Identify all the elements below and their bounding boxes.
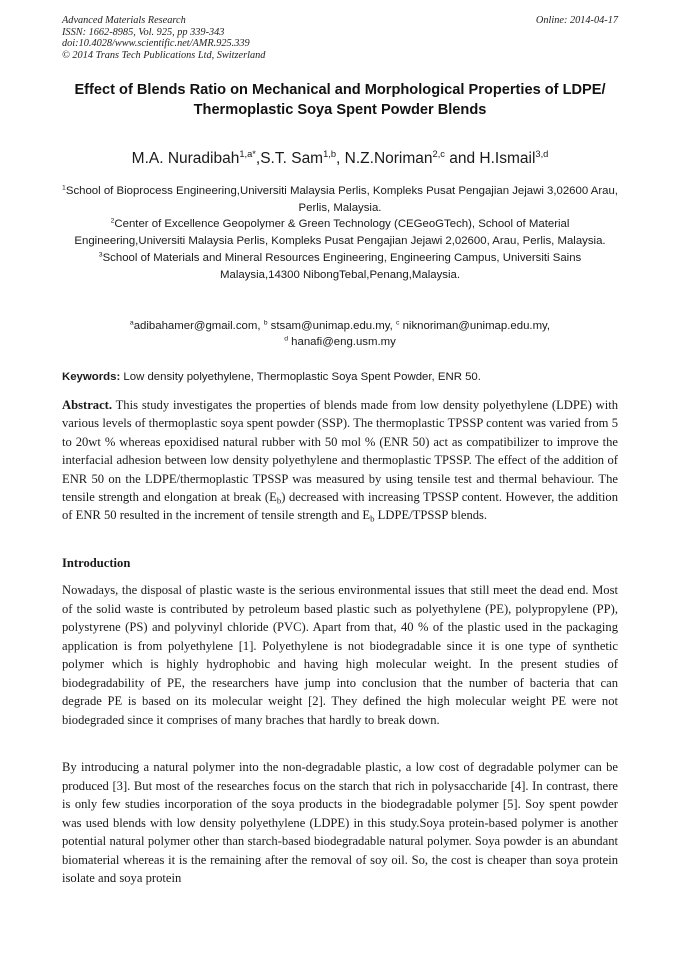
paragraph-text: By introducing a natural polymer into the non-degradable plastic, a low cost of degradable polymer can be produced [3]. But most of the researches focus on the starch that rich in polysaccharide [4]. In contrast, there is only few studies incorporation of the soya products in the biodegradable polymer [5]. Soy spent powder was used blends with low density polyethylene (LDPE) in this study.Soya protein-based polymer is another potential natural polymer other than starch-based biodegradable natural polymer. Soya powder is an abundant biomaterial whereas it is the remaining after the removal of soy oil. So, the cost is cheaper than soya protein isolate and soya protein [62, 760, 618, 885]
abstract-text: LDPE/TPSSP blends. [374, 508, 488, 523]
abstract-text: This study investigates the properties of blends made from low density polyethylene (LDPE) with various levels of thermoplastic soya spent powder (SSP). The thermoplastic TPSSP content was varied from 5 to 20wt % whereas epoxidised natural rubber with 50 mol % (ENR 50) act as compatibilizer to improve the interfacial adhesion between low density polyethylene and thermoplastic TPSSP. The effect of the addition of ENR 50 on the LDPE/thermoplastic TPSSP was measured by using tensile test and thermal behaviour. The tensile strength and elongation at break (E [62, 398, 618, 505]
email-separator: , [546, 320, 551, 332]
author-separator: and [444, 150, 480, 167]
affiliation-number: 3 [98, 251, 103, 259]
author-affiliation-mark: 1,a* [239, 148, 256, 159]
abstract-label: Abstract. [62, 398, 113, 412]
affiliation-item [62, 183, 618, 216]
email-mark: b [263, 319, 268, 327]
author-affiliation-mark: 1,b [323, 148, 337, 159]
author-separator: , [336, 150, 345, 167]
journal-header [62, 15, 618, 61]
subscript: b [276, 495, 282, 506]
email-address: adibahamer@gmail.com [133, 320, 258, 332]
email-address: stsam@unimap.edu.my [270, 320, 390, 332]
journal-info [62, 15, 618, 61]
copyright-line: © 2014 Trans Tech Publications Ltd, Switzerland [62, 49, 266, 61]
doi-line: doi:10.4028/www.scientific.net/AMR.925.339 [62, 38, 250, 50]
section-heading-introduction: Introduction [62, 556, 131, 570]
author-affiliation-mark: 3,d [535, 148, 549, 159]
body-paragraph [62, 758, 618, 888]
paper-title: Effect of Blends Ratio on Mechanical and Morphological Properties of LDPE/ Thermoplastic Soya Spent Powder Blends [74, 82, 606, 118]
author-separator: , [255, 150, 261, 167]
abstract-text: ) decreased with increasing TPSSP content. However, the addition of ENR 50 resulted in the increment of tensile strength and E [62, 490, 619, 523]
affiliations [62, 183, 618, 283]
email-mark: d [284, 335, 288, 343]
author-name: H.Ismail [479, 150, 536, 167]
journal-name: Advanced Materials Research [62, 15, 186, 26]
affiliation-item [62, 250, 618, 283]
author-name: S.T. Sam [260, 150, 324, 167]
email-address: hanafi@eng.usm.my [291, 336, 396, 349]
email-mark: c [396, 319, 400, 327]
keywords-line [62, 370, 618, 384]
email-mark: a [129, 319, 134, 327]
subscript: b [370, 514, 375, 525]
affiliation-text: School of Bioprocess Engineering,Universiti Malaysia Perlis, Kompleks Pusat Pengajian Jejawi 3,02600 Arau, Perlis, Malaysia. [65, 185, 618, 214]
author-affiliation-mark: 2,c [432, 148, 445, 159]
issn-line: ISSN: 1662-8985, Vol. 925, pp 339-343 [62, 26, 225, 38]
affiliation-text: Center of Excellence Geopolymer & Green Technology (CEGeoGTech), School of Material Engineering,Universiti Malaysia Perlis, Kompleks Pusat Pengajian Jejawi 2,02600, Arau, Perlis, Malaysia. [74, 218, 606, 248]
affiliation-text: School of Materials and Mineral Resources Engineering, Engineering Campus, Universiti Sains Malaysia,14300 NibongTebal,Penang,Malaysia. [102, 251, 582, 281]
abstract-paragraph [62, 396, 618, 525]
email-separator: , [389, 320, 396, 332]
keywords-label: Keywords: [62, 371, 121, 383]
paragraph-text: Nowadays, the disposal of plastic waste is the serious environmental issues that still meet the dead end. Most of the solid waste is contributed by petroleum based plastic such as polyethylene (PE), polypropylene (PP), polystyrene (PS) and polyvinyl chloride (PVC). Apart from that, 40 % of the plastic used in the packaging application is from polyethylene [1]. Polyethylene is not biodegradable since it is one type of synthetic polymer which is highly hydrophobic and having high molecular weight. In the present studies of biodegradability of PE, the researchers have jump into conclusion that the number of bacteria that can degrade PE is based on its molecular weight [2]. They defined the high molecular weight PE were not biodegraded since it comprises of many braches that hardly to break down. [62, 583, 618, 727]
keywords-text: Low density polyethylene, Thermoplastic Soya Spent Powder, ENR 50. [120, 371, 481, 383]
affiliation-item [62, 216, 618, 249]
author-list [62, 149, 618, 169]
affiliation-number: 2 [110, 217, 115, 225]
email-separator: , [257, 320, 264, 332]
author-name: N.Z.Noriman [344, 150, 433, 167]
email-address: niknoriman@unimap.edu.my [402, 320, 547, 332]
author-emails [62, 318, 618, 351]
affiliation-number: 1 [62, 184, 66, 192]
online-date: Online: 2014-04-17 [535, 15, 618, 26]
body-paragraph [62, 581, 618, 729]
author-name: M.A. Nuradibah [131, 150, 240, 167]
